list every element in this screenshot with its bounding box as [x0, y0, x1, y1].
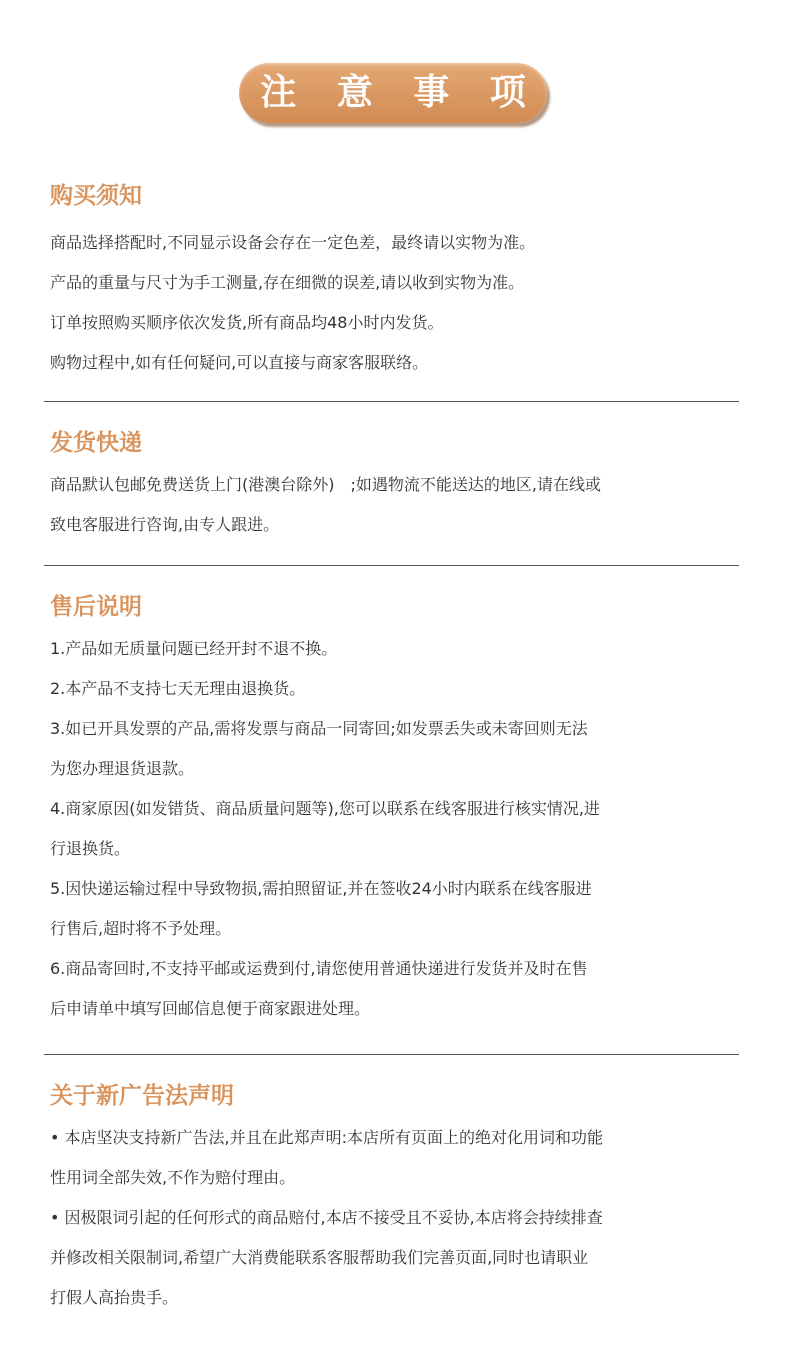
- divider: [44, 1054, 739, 1055]
- text-line: 6.商品寄回时,不支持平邮或运费到付,请您使用普通快递进行发货并及时在售: [50, 959, 588, 978]
- section-title: 关于新广告法声明: [50, 1083, 234, 1109]
- divider: [44, 565, 739, 566]
- text-line: 2.本产品不支持七天无理由退换货。: [50, 679, 306, 698]
- section-after-sales: [50, 592, 750, 1029]
- text-line: 并修改相关限制词,希望广大消费能联系客服帮助我们完善页面,同时也请职业: [50, 1248, 589, 1267]
- section-shipping: [50, 428, 750, 545]
- text-line: 打假人高抬贵手。: [50, 1288, 179, 1307]
- section-title: 购买须知: [50, 183, 142, 209]
- text-line: 行售后,超时将不予处理。: [50, 919, 232, 938]
- text-line: 商品选择搭配时,不同显示设备会存在一定色差，最终请以实物为准。: [50, 233, 536, 252]
- text-line: 性用词全部失效,不作为赔付理由。: [50, 1168, 296, 1187]
- text-line: 为您办理退货退款。: [50, 759, 195, 778]
- text-line: 1.产品如无质量问题已经开封不退不换。: [50, 639, 338, 658]
- section-purchase-notice: [50, 181, 750, 383]
- text-line: • 本店坚决支持新广告法,并且在此郑声明:本店所有页面上的绝对化用词和功能: [50, 1128, 604, 1147]
- text-line: • 因极限词引起的任何形式的商品赔付,本店不接受且不妥协,本店将会持续排查: [50, 1208, 603, 1227]
- text-line: 订单按照购买顺序依次发货,所有商品均48小时内发货。: [50, 313, 444, 332]
- text-line: 行退换货。: [50, 839, 131, 858]
- text-line: 3.如已开具发票的产品,需将发票与商品一同寄回;如发票丢失或未寄回则无法: [50, 719, 588, 738]
- text-line: 致电客服进行咨询,由专人跟进。: [50, 515, 280, 534]
- text-line: 产品的重量与尺寸为手工测量,存在细微的误差,请以收到实物为准。: [50, 273, 525, 292]
- text-line: 5.因快递运输过程中导致物损,需拍照留证,并在签收24小时内联系在线客服进: [50, 879, 592, 898]
- divider: [44, 401, 739, 402]
- text-line: 商品默认包邮免费送货上门(港澳台除外) ;如遇物流不能送达的地区,请在线或: [50, 475, 601, 494]
- page-title: 注 意 事 项: [260, 72, 540, 113]
- text-line: 4.商家原因(如发错货、商品质量问题等),您可以联系在线客服进行核实情况,进: [50, 799, 600, 818]
- section-title: 发货快递: [50, 430, 142, 456]
- title-banner: [239, 63, 547, 123]
- section-title: 售后说明: [50, 594, 142, 620]
- text-line: 购物过程中,如有任何疑问,可以直接与商家客服联络。: [50, 353, 429, 372]
- section-ad-law-statement: [50, 1081, 750, 1318]
- text-line: 后申请单中填写回邮信息便于商家跟进处理。: [50, 999, 371, 1018]
